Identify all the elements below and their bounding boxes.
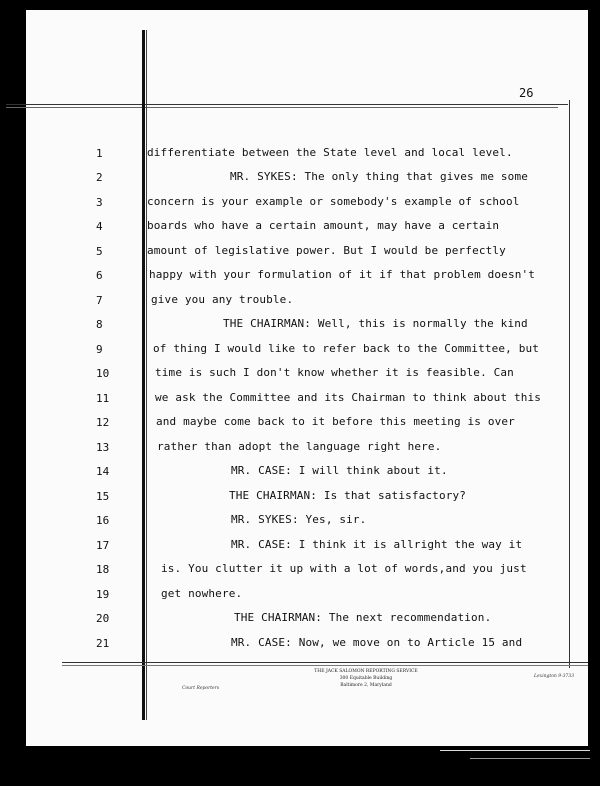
line-number: 21 [96, 637, 110, 650]
left-margin-line [142, 30, 145, 720]
line-number: 8 [96, 318, 103, 331]
transcript-line-text: boards who have a certain amount, may have a certain [147, 219, 500, 232]
transcript-line-text: of thing I would like to refer back to the Committee, but [153, 342, 540, 355]
line-number: 16 [96, 514, 110, 527]
transcript-line-text: rather than adopt the language right here. [157, 440, 442, 453]
line-number: 17 [96, 539, 110, 552]
line-number: 15 [96, 490, 110, 503]
footer-right-label: Lexington 9-3733 [534, 674, 575, 679]
transcript-line-text: concern is your example or somebody's example of school [147, 195, 520, 208]
transcript-line-text: and maybe come back to it before this meeting is over [156, 415, 515, 428]
line-number: 9 [96, 343, 103, 356]
line-number: 1 [96, 147, 103, 160]
bottom-rule [62, 662, 588, 663]
page-number: 26 [519, 86, 534, 100]
transcript-line-text: amount of legislative power. But I would be perfectly [147, 244, 506, 257]
footer-address-line1: 300 Equitable Building [339, 676, 393, 681]
line-number: 18 [96, 563, 110, 576]
line-number: 20 [96, 612, 110, 625]
transcript-line-text: happy with your formulation of it if that problem doesn't [149, 268, 536, 281]
line-number: 2 [96, 171, 103, 184]
transcript-line-text: we ask the Committee and its Chairman to think about this [155, 391, 542, 404]
transcript-page [26, 10, 588, 746]
transcript-line-text: MR. CASE: I think it is allright the way it [231, 538, 523, 551]
line-number: 19 [96, 588, 110, 601]
transcript-line-text: differentiate between the State level and local level. [147, 146, 513, 159]
transcript-line-text: get nowhere. [161, 587, 243, 600]
line-number: 4 [96, 220, 103, 233]
line-number: 13 [96, 441, 110, 454]
transcript-line-text: time is such I don't know whether it is feasible. Can [155, 366, 514, 379]
transcript-line-text: is. You clutter it up with a lot of words,and you just [161, 562, 527, 575]
transcript-line-text: MR. CASE: Now, we move on to Article 15 and [231, 636, 523, 649]
line-number: 14 [96, 465, 110, 478]
footer-service-name: THE JACK SALOMON REPORTING SERVICE [314, 669, 418, 674]
footer-address-line2: Baltimore 2, Maryland [340, 683, 392, 688]
transcript-line-text: THE CHAIRMAN: The next recommendation. [234, 611, 492, 624]
transcript-line-text: give you any trouble. [151, 293, 294, 306]
line-number: 5 [96, 245, 103, 258]
transcript-line-text: MR. CASE: I will think about it. [231, 464, 448, 477]
line-number: 11 [96, 392, 110, 405]
scan-artifact [440, 750, 590, 751]
transcript-line-text: MR. SYKES: Yes, sir. [231, 513, 367, 526]
right-margin-line [569, 100, 570, 668]
transcript-line-text: THE CHAIRMAN: Well, this is normally the kind [223, 317, 528, 330]
line-number: 12 [96, 416, 110, 429]
transcript-line-text: MR. SYKES: The only thing that gives me some [230, 170, 528, 183]
bottom-rule-secondary [62, 665, 588, 666]
scan-artifact [470, 758, 590, 759]
line-number: 3 [96, 196, 103, 209]
line-number: 6 [96, 269, 103, 282]
top-rule [6, 104, 568, 105]
footer-left-label: Court Reporters [182, 686, 220, 691]
left-margin-line-secondary [146, 30, 147, 720]
line-number: 7 [96, 294, 103, 307]
top-rule-secondary [6, 107, 558, 108]
line-number: 10 [96, 367, 110, 380]
transcript-line-text: THE CHAIRMAN: Is that satisfactory? [229, 489, 467, 502]
